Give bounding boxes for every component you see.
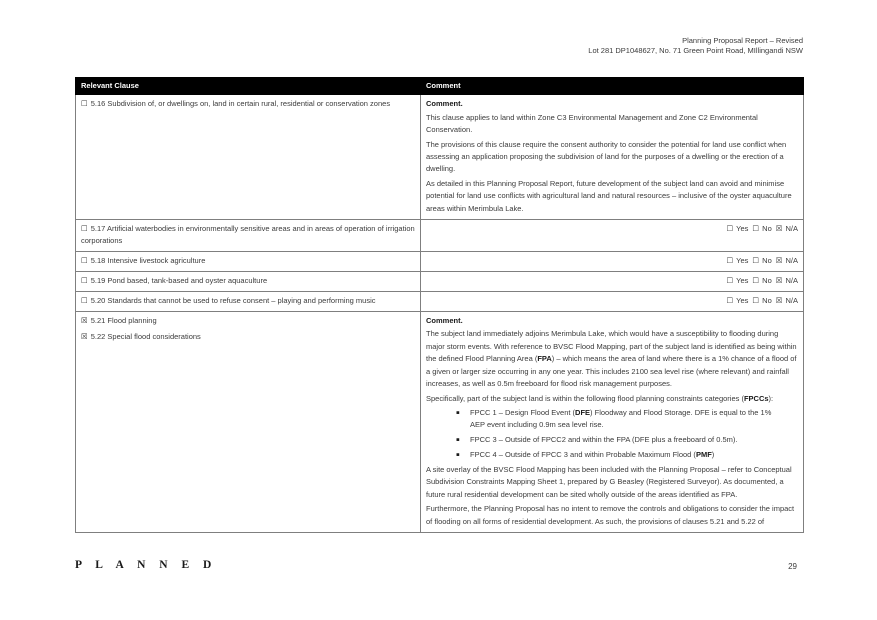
comment-heading: Comment. [426, 316, 463, 326]
clause-cell [76, 95, 421, 220]
comment-heading: Comment. [426, 99, 463, 109]
option-no [752, 276, 771, 285]
clause-label: 5.18 Intensive livestock agriculture [90, 256, 206, 266]
clause-5-18 [81, 256, 205, 265]
table-row [76, 95, 804, 220]
comment-cell [421, 312, 804, 533]
clause-cell [76, 292, 421, 312]
table-row [76, 292, 804, 312]
checkbox-checked-icon: ☒ [81, 331, 88, 341]
table-row [76, 252, 804, 272]
clause-5-17 [81, 224, 415, 245]
clause-table [75, 77, 804, 533]
clause-label: 5.20 Standards that cannot be used to refuse consent – playing and performing music [90, 296, 376, 306]
checkbox-checked-icon: ☒ [775, 296, 783, 306]
page-number: 29 [788, 562, 797, 571]
option-label: No [762, 224, 772, 234]
bullet-text: FPCC 4 – Outside of FPCC 3 and within Probable Maximum Flood (PMF) [470, 450, 715, 460]
comment-paragraph: This clause applies to land within Zone C3 Environmental Management and Zone C2 Environmental Conservation. [426, 112, 758, 135]
bullet-item [426, 407, 798, 432]
option-na [776, 256, 798, 265]
clause-cell [76, 252, 421, 272]
checkbox-checked-icon: ☒ [775, 224, 783, 234]
clause-5-20 [81, 296, 376, 305]
document-header [588, 36, 803, 56]
option-label: Yes [736, 296, 749, 306]
checkbox-unchecked-icon: ☐ [752, 224, 760, 234]
option-na [776, 224, 798, 233]
option-label: N/A [785, 276, 798, 286]
table-header-row [76, 78, 804, 95]
clause-5-22 [81, 331, 415, 343]
table-row [76, 220, 804, 252]
yes-no-na-cell [421, 272, 804, 292]
comment-paragraph: The provisions of this clause require the consent authority to consider the potential for land use conflict when assessing an application proposing the subdivision of land for the purposes of a dwelling or the erection of a dwelling. [426, 139, 787, 174]
option-yes [726, 296, 748, 305]
option-label: No [762, 276, 772, 286]
option-no [752, 296, 771, 305]
checkbox-unchecked-icon: ☐ [726, 276, 734, 286]
checkbox-unchecked-icon: ☐ [752, 276, 760, 286]
document-title: Planning Proposal Report – Revised [682, 36, 803, 45]
yes-no-na-cell [421, 252, 804, 272]
checkbox-unchecked-icon: ☐ [726, 256, 734, 266]
table-row [76, 312, 804, 533]
yes-no-na-cell [421, 220, 804, 252]
option-no [752, 224, 771, 233]
clause-label: 5.17 Artificial waterbodies in environmentally sensitive areas and in areas of operation of irrigation corporations [81, 224, 415, 246]
clause-5-19 [81, 276, 267, 285]
bullet-icon: ▪ [456, 437, 460, 444]
option-yes [726, 276, 748, 285]
option-yes [726, 256, 748, 265]
table-row [76, 272, 804, 292]
bullet-item [426, 434, 798, 446]
document-subtitle: Lot 281 DP1048627, No. 71 Green Point Road, MIllingandi NSW [588, 46, 803, 55]
clause-label: 5.22 Special flood considerations [90, 331, 201, 341]
option-label: N/A [785, 296, 798, 306]
checkbox-checked-icon: ☒ [775, 256, 783, 266]
yes-no-na-cell [421, 292, 804, 312]
option-label: N/A [785, 256, 798, 266]
clause-cell [76, 220, 421, 252]
bullet-text: FPCC 3 – Outside of FPCC2 and within the FPA (DFE plus a freeboard of 0.5m). [470, 435, 738, 445]
clause-5-21 [81, 315, 415, 327]
option-yes [726, 224, 748, 233]
bullet-text: FPCC 1 – Design Flood Event (DFE) Floodway and Flood Storage. DFE is equal to the 1% AEP event including 0.9m sea level rise. [470, 407, 772, 430]
clause-label: 5.16 Subdivision of, or dwellings on, land in certain rural, residential or conservation zones [90, 99, 391, 109]
checkbox-checked-icon: ☒ [81, 316, 88, 326]
clause-label: 5.19 Pond based, tank-based and oyster aquaculture [90, 276, 268, 286]
clause-cell [76, 272, 421, 292]
checkbox-checked-icon: ☒ [775, 276, 783, 286]
option-label: Yes [736, 276, 749, 286]
bullet-icon: ▪ [456, 409, 460, 416]
checkbox-unchecked-icon: ☐ [81, 99, 88, 109]
planned-logo: P L A N N E D [75, 559, 217, 571]
bullet-icon: ▪ [456, 452, 460, 459]
checkbox-unchecked-icon: ☐ [752, 296, 760, 306]
option-label: No [762, 296, 772, 306]
comment-paragraph: The subject land immediately adjoins Merimbula Lake, which would have a susceptibility to flooding during major storm events. With reference to BVSC Flood Mapping, part of the subject land is identified as being within the defined Flood Planning Area (FPA) – which means the area of land where there is a 1% chance of a flood of a given or larger size occurring in any one year. This includes 2100 sea level rise (where relevant) and rainfall increases, as well as 0.5m freeboard for flood risk management purposes. [426, 329, 797, 389]
bullet-item [426, 449, 798, 461]
clause-5-16 [81, 98, 415, 110]
comment-paragraph: As detailed in this Planning Proposal Report, future development of the subject land can avoid and minimise potential for land use conflicts with agricultural land and natural resources – inclusive of the oyster aquaculture areas within Merimbula Lake. [426, 178, 792, 213]
option-na [776, 296, 798, 305]
comment-cell [421, 95, 804, 220]
option-label: N/A [785, 224, 798, 234]
checkbox-unchecked-icon: ☐ [81, 256, 88, 266]
checkbox-unchecked-icon: ☐ [81, 276, 88, 286]
checkbox-unchecked-icon: ☐ [81, 296, 88, 306]
option-no [752, 256, 771, 265]
checkbox-unchecked-icon: ☐ [726, 296, 734, 306]
checkbox-unchecked-icon: ☐ [726, 224, 734, 234]
checkbox-unchecked-icon: ☐ [81, 224, 88, 234]
comment-paragraph: Specifically, part of the subject land is within the following flood planning constraints categories (FPCCs): [426, 393, 774, 403]
option-na [776, 276, 798, 285]
comment-paragraph: Furthermore, the Planning Proposal has no intent to remove the controls and obligations to consider the impact of flooding on all forms of residential development. As such, the provisions of clauses 5.21 and 5.22 of [426, 504, 795, 526]
column-header-relevant-clause: Relevant Clause [76, 78, 421, 95]
option-label: Yes [736, 224, 749, 234]
checkbox-unchecked-icon: ☐ [752, 256, 760, 266]
clause-label: 5.21 Flood planning [90, 316, 157, 326]
option-label: No [762, 256, 772, 266]
column-header-comment: Comment [421, 78, 804, 95]
comment-paragraph: A site overlay of the BVSC Flood Mapping has been included with the Planning Proposal – refer to Conceptual Subdivision Constraints Mapping Sheet 1, prepared by G Beasley (Registered Surveyor). As documented, a future rural residential development can be sited wholly outside of the areas identified as FPA. [426, 465, 792, 499]
clause-cell [76, 312, 421, 533]
option-label: Yes [736, 256, 749, 266]
